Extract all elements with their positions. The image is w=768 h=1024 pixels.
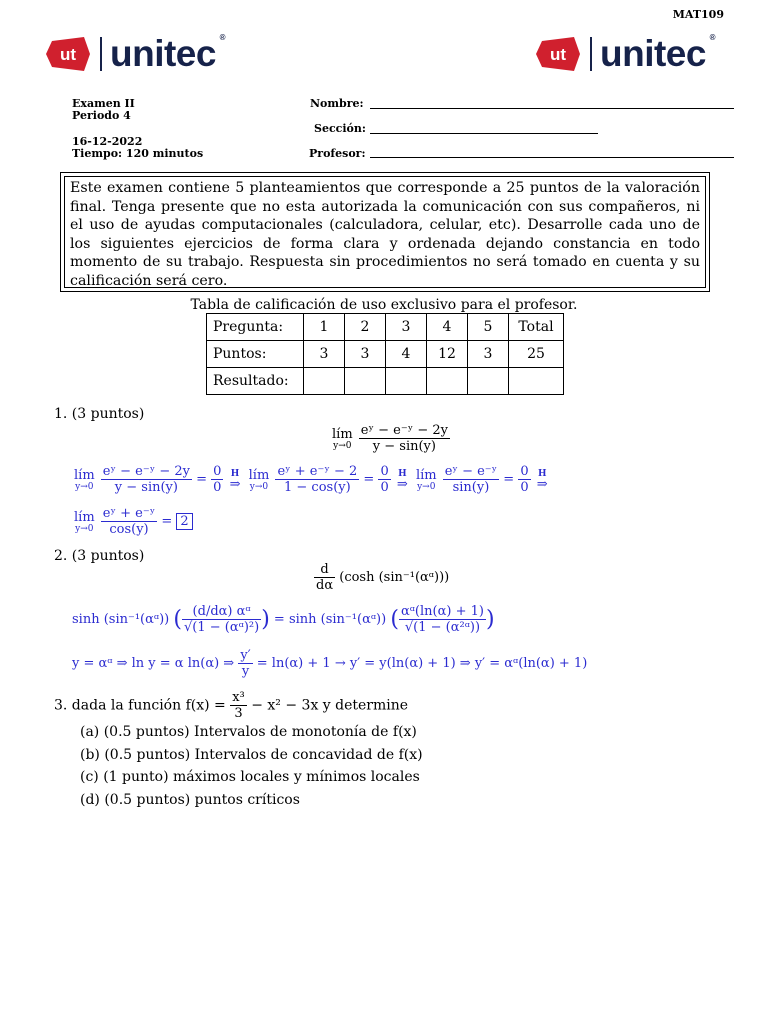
- question-1-solution-line-2: lím y→0 $\frac{\text{eʸ + e⁻ʸ}}{\cos(y)}$ = 2: [72, 506, 193, 537]
- grade-table: [206, 313, 564, 395]
- result-cell[interactable]: [509, 368, 564, 395]
- question-3-item-a: (a) (0.5 puntos) Intervalos de monotonía de f(x): [80, 724, 417, 740]
- question-2-solution-line-1: sinh (sin⁻¹(αᵅ)) ( $\frac{\text{(d/dα) αᵅ}}{\text{√(1 − (αᵅ)²)}}$ ) = sinh (sin⁻¹(αᵅ)) ( $\frac{\text{αᵅ(ln(α) + 1)}}{\text{√(1 − (α²ᵅ))}}$ ): [72, 604, 495, 635]
- unitec-wordmark: unitec ®: [600, 33, 715, 74]
- question-1-header: 1. (3 puntos): [54, 406, 145, 422]
- question-3-item-d: (d) (0.5 puntos) puntos críticos: [80, 792, 300, 808]
- points-cell: 12: [427, 341, 468, 368]
- question-cell: 4: [427, 314, 468, 341]
- professor-field[interactable]: [370, 157, 734, 158]
- row-label: Pregunta:: [207, 314, 304, 341]
- question-1-expression: lím y→0 $\frac{\text{eʸ − e⁻ʸ − 2y}}{y - \sin(y)}$: [332, 423, 448, 454]
- question-cell: 5: [468, 314, 509, 341]
- points-cell: 4: [386, 341, 427, 368]
- points-cell: 3: [345, 341, 386, 368]
- question-cell: Total: [509, 314, 564, 341]
- svg-text:ut: ut: [549, 45, 567, 64]
- question-2-header: 2. (3 puntos): [54, 548, 145, 564]
- question-cell: 3: [386, 314, 427, 341]
- points-cell: 3: [468, 341, 509, 368]
- exam-date: 16-12-2022: [72, 135, 143, 148]
- name-label: Nombre:: [310, 97, 364, 110]
- course-code: MAT109: [672, 8, 724, 21]
- grade-table-caption: Tabla de calificación de uso exclusivo para el profesor.: [190, 297, 578, 313]
- result-cell[interactable]: [386, 368, 427, 395]
- question-2-expression: $\frac{d}{d\alpha}$ (cosh (sin⁻¹(αᵅ))): [316, 562, 450, 593]
- instructions-text: Este examen contiene 5 planteamientos que corresponde a 25 puntos de la valoración final. Tenga presente que no esta autorizada la comunicación con sus compañeros, ni el uso de ayudas computacionales (calculadora, celular, etc). Desarrolle cada uno de los siguientes ejercicios de forma clara y ordenada dejando constancia en todo momento de su trabajo. Respuesta sin procedimientos no será tomado en cuenta y su calificación será cero.: [64, 176, 706, 288]
- question-2-solution-line-2: y = αᵅ ⇒ ln y = α ln(α) ⇒ $\frac{y'}{y}$ = ln(α) + 1 → y′ = y(ln(α) + 1) ⇒ y′ = αᵅ(ln(α) + 1): [72, 648, 588, 679]
- points-cell: 25: [509, 341, 564, 368]
- professor-label: Profesor:: [309, 147, 366, 160]
- result-cell[interactable]: [427, 368, 468, 395]
- unitec-logo-left: [44, 33, 225, 74]
- row-label: Resultado:: [207, 368, 304, 395]
- section-field[interactable]: [370, 133, 598, 134]
- name-field[interactable]: [370, 108, 734, 109]
- question-1-answer: 2: [176, 513, 192, 530]
- result-cell[interactable]: [304, 368, 345, 395]
- question-3-item-c: (c) (1 punto) máximos locales y mínimos locales: [80, 769, 420, 785]
- result-cell[interactable]: [468, 368, 509, 395]
- unitec-logo-right: [534, 33, 715, 74]
- result-cell[interactable]: [345, 368, 386, 395]
- instructions-box: [60, 172, 710, 292]
- exam-time: Tiempo: 120 minutos: [72, 147, 204, 160]
- table-row: [207, 314, 564, 341]
- section-label: Sección:: [314, 122, 366, 135]
- table-row: [207, 368, 564, 395]
- logo-divider: [100, 37, 102, 71]
- unitec-mark-icon: [534, 35, 582, 73]
- exam-period: Periodo 4: [72, 109, 131, 122]
- question-cell: 2: [345, 314, 386, 341]
- points-cell: 3: [304, 341, 345, 368]
- unitec-wordmark: unitec ®: [110, 33, 225, 74]
- question-cell: 1: [304, 314, 345, 341]
- table-row: [207, 341, 564, 368]
- row-label: Puntos:: [207, 341, 304, 368]
- unitec-mark-icon: [44, 35, 92, 73]
- question-1-solution-line-1: lím y→0 $\frac{\text{eʸ − e⁻ʸ − 2y}}{y - \sin(y)}$ = $\frac{0}{0}$ H ⇒ lím y→0 $\frac{\text{eʸ + e⁻ʸ − 2}}{1 - \cos(y)}$ = $\frac{0}{0}$ H ⇒ lím y→0 $\frac{\text{eʸ − e⁻ʸ}}{\sin(y)}$ = $\frac{0}{0}$ H ⇒: [74, 464, 548, 495]
- question-3-item-b: (b) (0.5 puntos) Intervalos de concavidad de f(x): [80, 747, 423, 763]
- question-3-header: 3. dada la función f(x) = $\frac{\text{x³}}{3}$ − x² − 3x y determine: [54, 690, 409, 721]
- logo-divider: [590, 37, 592, 71]
- svg-text:ut: ut: [59, 45, 77, 64]
- exam-title: Examen II: [72, 97, 135, 110]
